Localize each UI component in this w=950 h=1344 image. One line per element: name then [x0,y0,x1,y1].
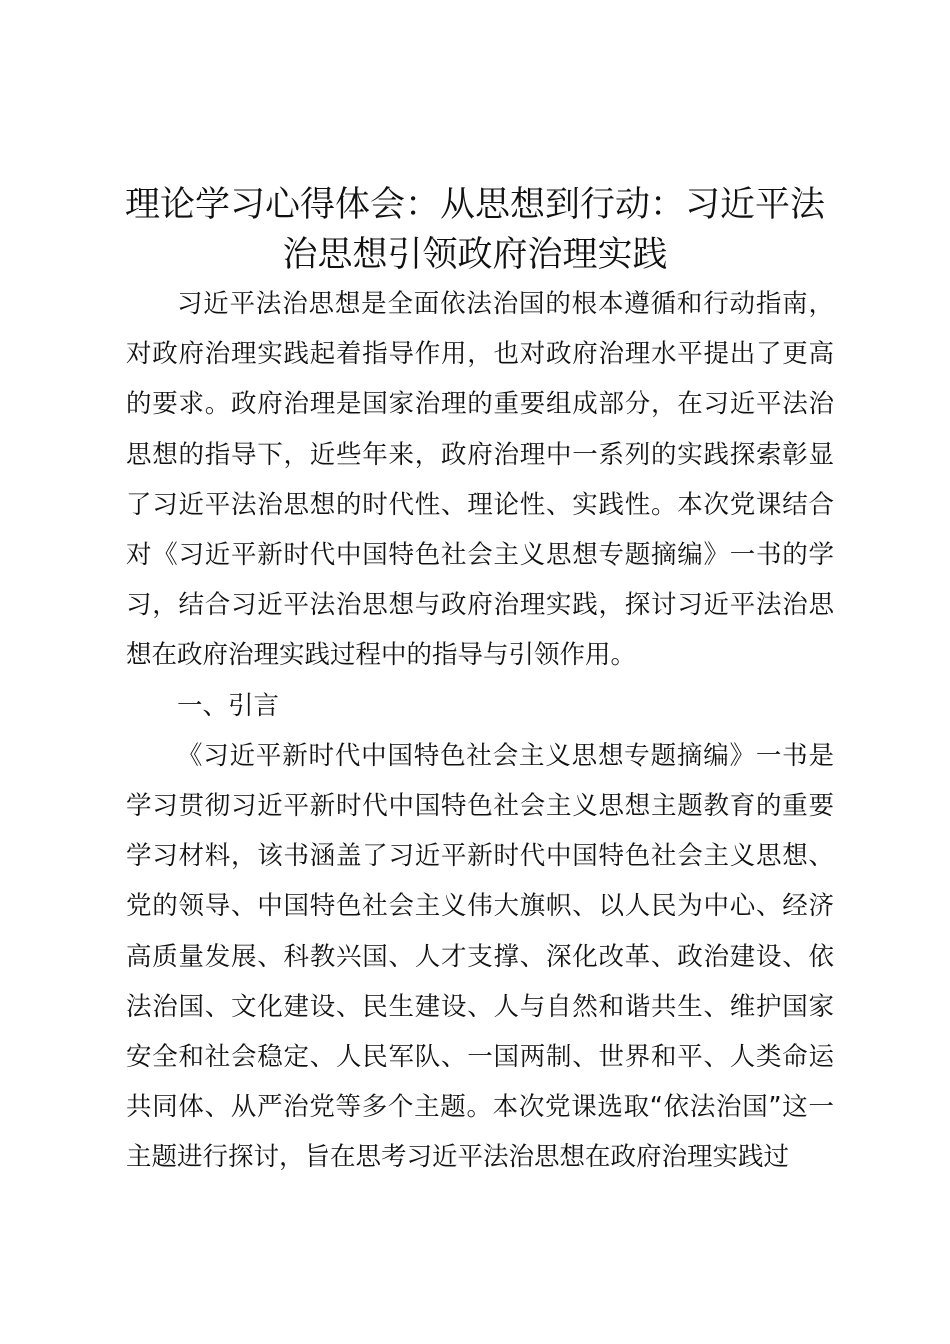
title-line-2: 治思想引领政府治理实践 [282,235,668,275]
intro-paragraph: 习近平法治思想是全面依法治国的根本遵循和行动指南，对政府治理实践起着指导作用，也对政府治理水平提出了更高的要求。政府治理是国家治理的重要组成部分，在习近平法治思想的指导下，近些年来，政府治理中一系列的实践探索彰显了习近平法治思想的时代性、理论性、实践性。本次党课结合对《习近平新时代中国特色社会主义思想专题摘编》一书的学习，结合习近平法治思想与政府治理实践，探讨习近平法治思想在政府治理实践过程中的指导与引领作用。 [126,289,834,671]
section-heading-introduction: 一、引言 [177,690,280,721]
document-title [120,180,830,280]
title-line-1: 理论学习心得体会：从思想到行动：习近平法 [124,185,825,225]
section-paragraph: 《习近平新时代中国特色社会主义思想专题摘编》一书是学习贯彻习近平新时代中国特色社会主义思想主题教育的重要学习材料，该书涵盖了习近平新时代中国特色社会主义思想、党的领导、中国特色社会主义伟大旗帜、以人民为中心、经济高质量发展、科教兴国、人才支撑、深化改革、政治建设、依法治国、文化建设、民生建设、人与自然和谐共生、维护国家安全和社会稳定、人民军队、一国两制、世界和平、人类命运共同体、从严治党等多个主题。本次党课选取“依法治国”这一主题进行探讨，旨在思考习近平法治思想在政府治理实践过 [126,740,834,1173]
document-body [126,279,834,1183]
